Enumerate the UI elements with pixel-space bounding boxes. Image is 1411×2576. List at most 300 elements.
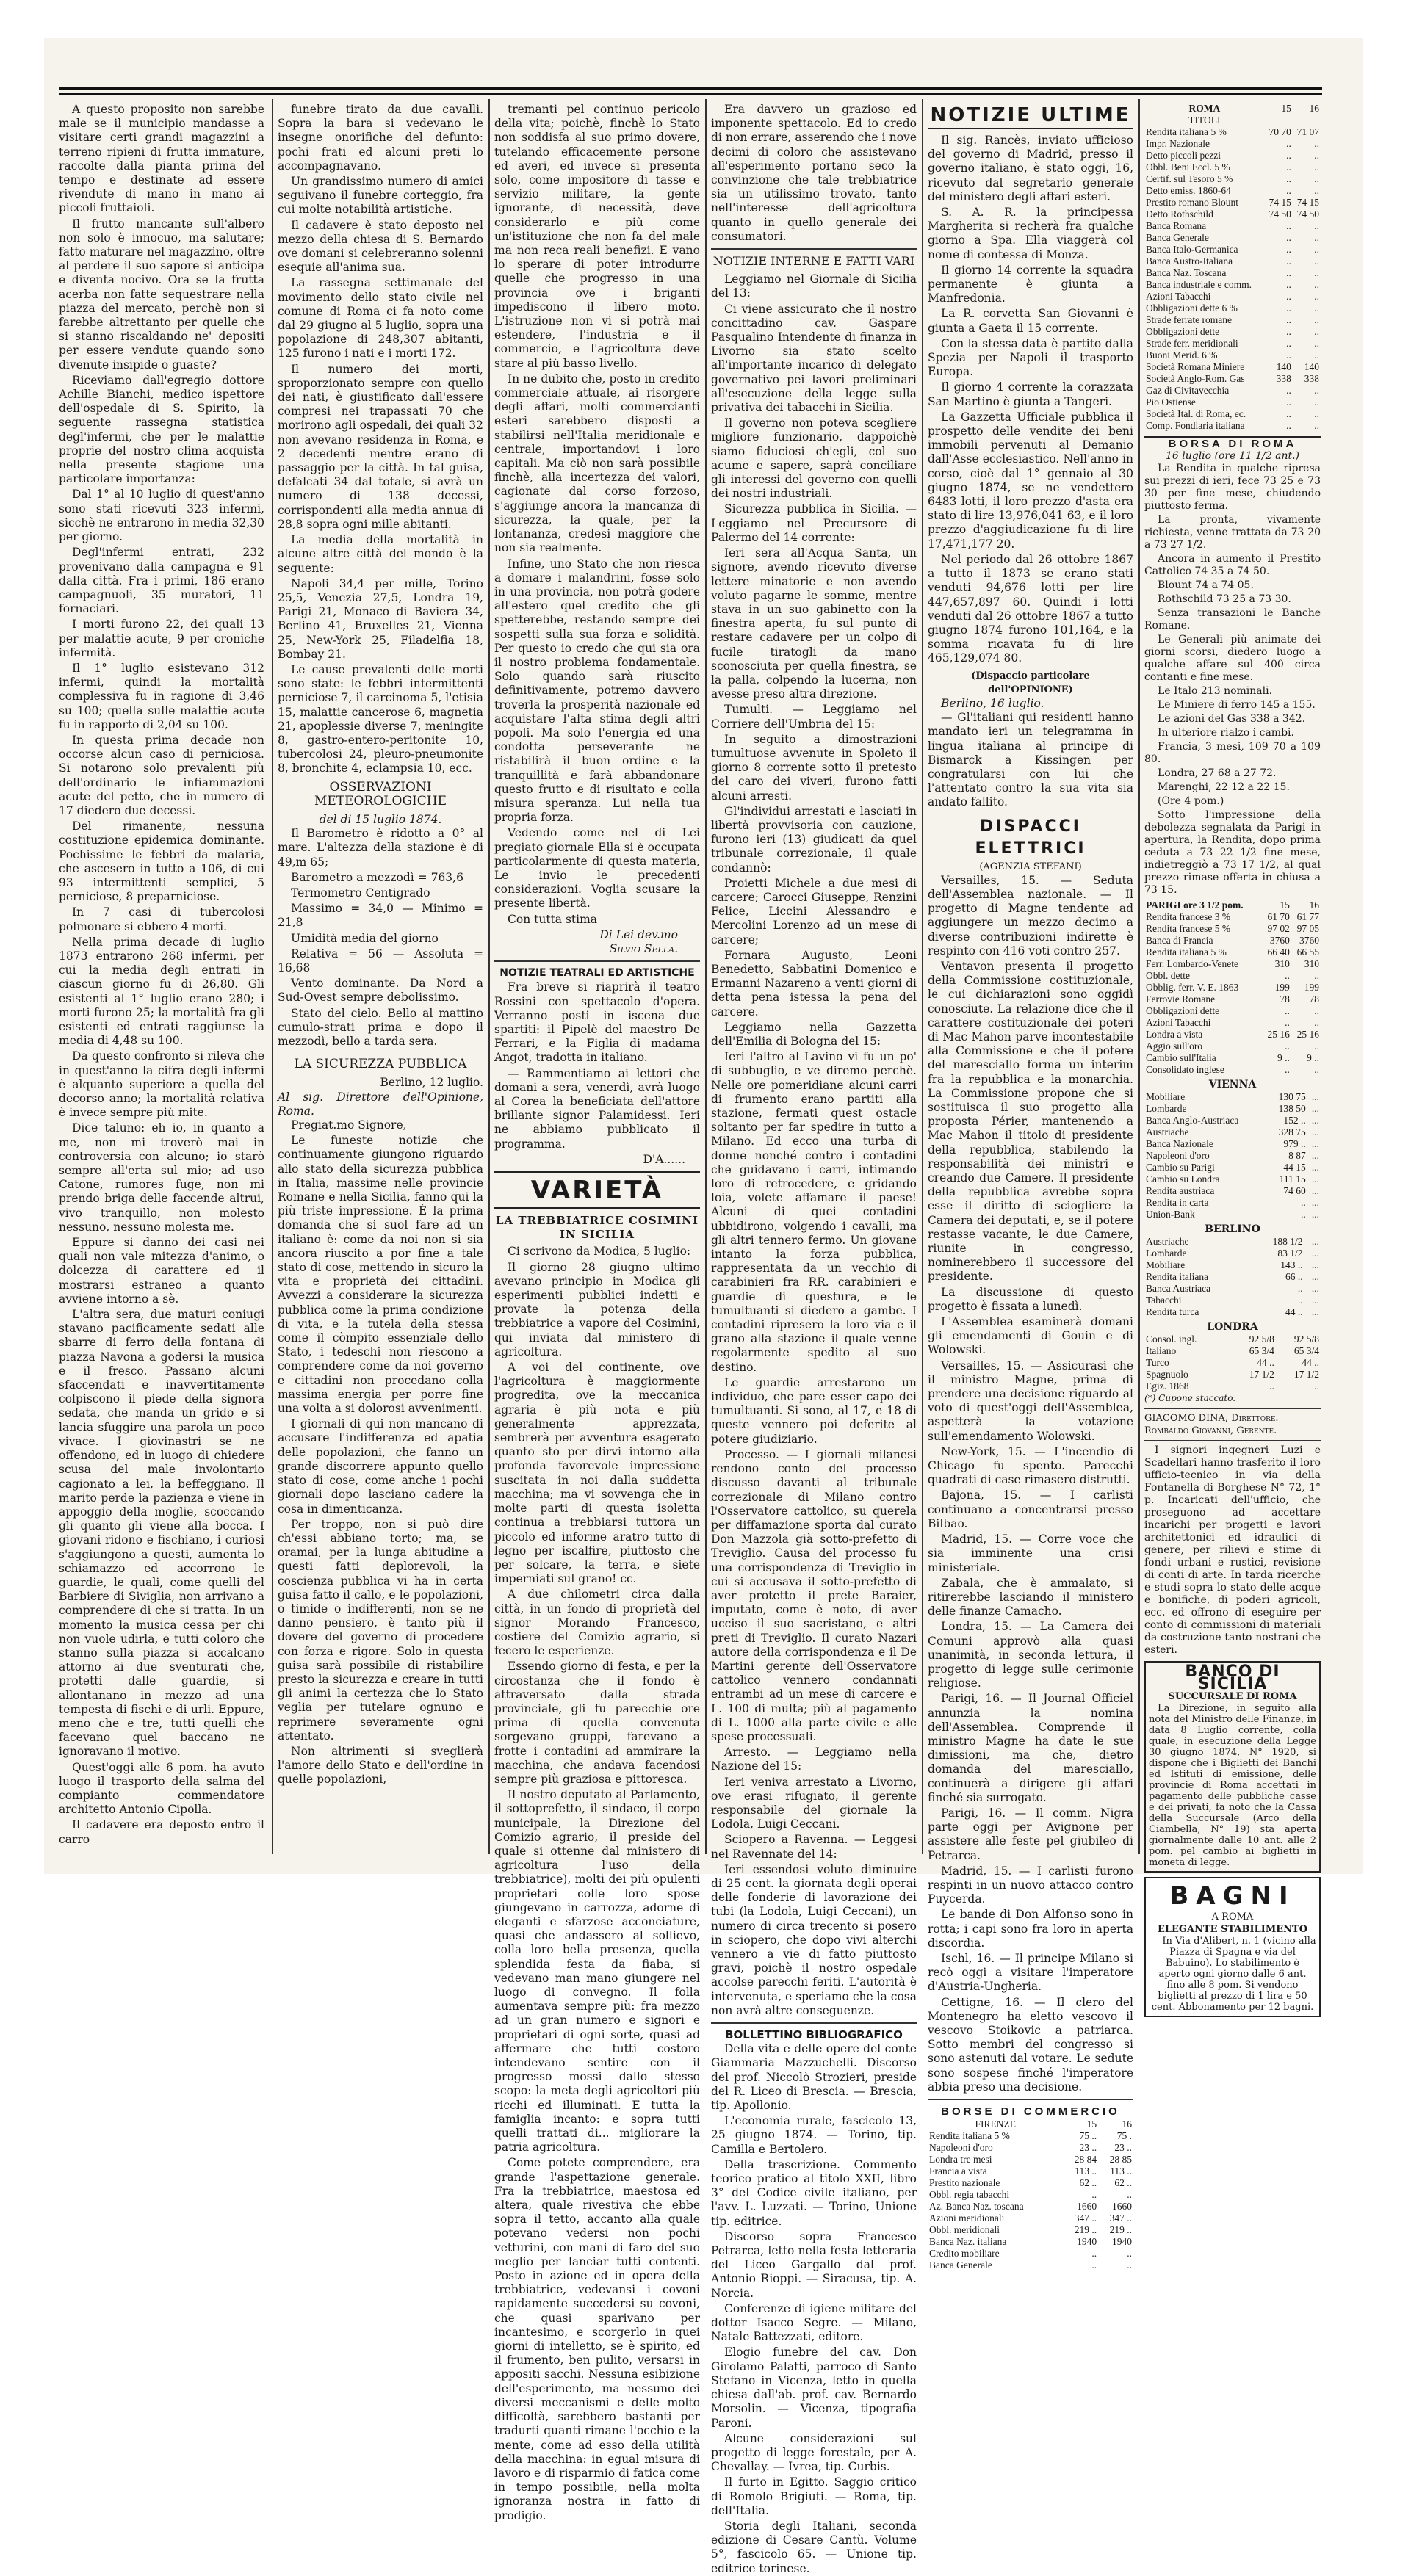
paragraph: Nella prima decade di luglio 1873 entrarono 268 infermi, per cui la media degli entrati in ciascun giorno fu di 26,80. Gli esistenti al 1° luglio erano 280; i morti furono 25; la mortalità fra gli esistenti ed entrati raggiunse la media di 4,48 su 100. bbox=[59, 935, 264, 1048]
quote-row bbox=[1144, 373, 1321, 385]
telegrams-title: DISPACCI ELETTRICI bbox=[975, 817, 1086, 858]
quote-name: Impr. Nazionale bbox=[1146, 138, 1210, 149]
paragraph: In ulteriore rialzo i cambi. bbox=[1158, 727, 1294, 739]
quote-name: Consol. ingl. bbox=[1146, 1334, 1197, 1345]
paragraph: Degl'infermi entrati, 232 provenivano dalla campagna e 91 dalla città. Fra i primi, 186 erano campagnuoli, 35 muratori, 11 fornaciari. bbox=[59, 546, 264, 616]
paragraph: Quest'oggi alle 6 pom. ha avuto luogo il trasporto della salma del compianto commendatore architetto Antonio Cipolla. bbox=[59, 1760, 264, 1817]
security-addressee: Al sig. Direttore dell'Opinione, Roma. bbox=[278, 1090, 483, 1118]
quote-value: ... bbox=[1311, 1103, 1319, 1114]
berlin-label: BERLINO bbox=[1205, 1223, 1260, 1235]
paragraph: Vedendo come nel di Lei pregiato giornale Ella si è occupata particolarmente di questa materia, Le invio le precedenti considerazioni. Voglia scusare la presente libertà. bbox=[494, 826, 700, 911]
quote-name: Obbl. dette bbox=[1146, 970, 1190, 981]
quote-row bbox=[1144, 947, 1321, 958]
paragraph: Del rimanente, nessuna costituzione epidemica dominante. Pochissime le febbri da malaria, che ascesero in tutto a 106, di cui 93 intermittenti semplici, 5 perniciose, 8 preparniciose. bbox=[59, 820, 264, 904]
quote-value: .. bbox=[1314, 244, 1319, 255]
quote-value: 3760 bbox=[1299, 935, 1319, 946]
quote-row bbox=[928, 2177, 1133, 2189]
paragraph: Un grandissimo numero di amici seguivano il funebre corteggio, fra cui molte notabilità artistiche. bbox=[278, 175, 483, 217]
quote-value: 44 15 bbox=[1283, 1162, 1306, 1173]
quote-value: 44 .. bbox=[1302, 1357, 1319, 1368]
varieta-title: VARIETÀ bbox=[494, 1171, 700, 1209]
quote-name: Lombarde bbox=[1146, 1103, 1187, 1114]
quote-value: .. bbox=[1286, 385, 1291, 396]
quote-row bbox=[928, 2142, 1133, 2154]
column-divider bbox=[272, 99, 273, 1854]
paragraph: Della vita e delle opere del conte Giammaria Mazzuchelli. Discorso del prof. Niccolò Strozieri, preside del R. Liceo di Brescia. — Brescia, tip. Apollonio. bbox=[711, 2042, 917, 2113]
quote-value: 113 .. bbox=[1110, 2166, 1132, 2177]
paragraph: Relativa = 56 — Assoluta = 16,68 bbox=[278, 947, 483, 974]
quote-name: Rendita italiana bbox=[1146, 1271, 1209, 1282]
quote-name: Spagnuolo bbox=[1146, 1369, 1188, 1380]
quote-value: 78 bbox=[1309, 994, 1319, 1005]
paragraph: Dal 1° al 10 luglio di quest'anno sono stati ricevuti 323 infermi, sicchè ne entrarono in media 32,30 per giorno. bbox=[59, 488, 264, 544]
security-title: LA SICUREZZA PUBBLICA bbox=[294, 1057, 467, 1072]
coupon-note: (*) Cupone staccato. bbox=[1144, 1393, 1236, 1403]
paragraph: I morti furono 22, dei quali 13 per malattie acute, 9 per croniche infermità. bbox=[59, 618, 264, 659]
trebbiatrice-title: LA TREBBIATRICE COSIMINI IN SICILIA bbox=[495, 1214, 699, 1242]
rome-exchange-date: 16 luglio (ore 11 1/2 ant.) bbox=[1165, 450, 1300, 462]
paragraph: Della trascrizione. Commento teorico pratico al titolo XXII, libro 3° del Codice civile italiano, per l'avv. L. Luzzati. — Torino, Unione tip. editrice. bbox=[711, 2157, 917, 2228]
quote-value: .. bbox=[1314, 397, 1319, 408]
paragraph: Discorso sopra Francesco Petrarca, letto nella festa letteraria del Liceo Gargallo dal prof. Antonio Rioppi. — Siracusa, tip. A. Norcia. bbox=[711, 2229, 917, 2300]
quote-value: 70 70 bbox=[1269, 126, 1291, 137]
quote-value: .. bbox=[1314, 350, 1319, 361]
quote-row bbox=[1144, 1271, 1321, 1283]
quote-row bbox=[1144, 220, 1321, 232]
paragraph: Marenghi, 22 12 a 22 15. bbox=[1158, 781, 1290, 793]
quote-value: 66 40 bbox=[1267, 947, 1290, 958]
paragraph: Essendo giorno di festa, e per la circostanza che il fondo è attraversato dalla strada provinciale, gli fu parecchie ore prima di quella convenuta sorgevano gruppi, farevano a frotte i contadini ad ammirare la macchina, che andava facendosi sempre più graziosa e pittoresca. bbox=[494, 1660, 700, 1786]
quote-row bbox=[1144, 279, 1321, 291]
quote-name: Rendita francese 3 % bbox=[1146, 911, 1231, 922]
paragraph: Il cadavere era deposto entro il carro bbox=[59, 1818, 264, 1846]
quote-name: Società Ital. di Roma, ec. bbox=[1146, 408, 1246, 419]
quote-name: Banca Italo-Germanica bbox=[1146, 244, 1238, 255]
quote-value: .. bbox=[1314, 408, 1319, 419]
quote-value: 9 .. bbox=[1277, 1052, 1290, 1063]
quote-value: .. bbox=[1091, 2248, 1097, 2260]
col1-text bbox=[59, 103, 264, 1847]
quote-row bbox=[1144, 420, 1321, 432]
quote-row bbox=[1144, 232, 1321, 244]
quote-value: .. bbox=[1286, 232, 1291, 243]
column-6 bbox=[1144, 103, 1321, 2013]
quote-value: 199 bbox=[1304, 982, 1319, 993]
quote-row bbox=[1144, 350, 1321, 361]
quote-row bbox=[1144, 267, 1321, 279]
quote-value: .. bbox=[1314, 303, 1319, 314]
quote-value: 219 .. bbox=[1074, 2224, 1097, 2236]
paragraph: Vento dominante. Da Nord a Sud-Ovest sempre debolissimo. bbox=[278, 977, 483, 1005]
paragraph: funebre tirato da due cavalli. Sopra la bara si vedevano le insegne onorifiche del defunto: pochi frati ed alcuni preti lo accompagnavano. bbox=[278, 103, 483, 173]
quote-name: Obbl. meridionali bbox=[929, 2224, 1000, 2236]
quote-name: Francia a vista bbox=[929, 2166, 987, 2177]
quote-row bbox=[1144, 138, 1321, 150]
section-rule bbox=[711, 2022, 917, 2024]
quote-name: Cambio sull'Italia bbox=[1146, 1052, 1216, 1063]
quote-value: .. bbox=[1314, 1381, 1319, 1392]
quote-row bbox=[1144, 1052, 1321, 1064]
quote-row bbox=[1144, 185, 1321, 197]
paragraph: Nel periodo dal 26 ottobre 1867 a tutto il 1873 se erano stati venduti 94,676 lotti per lire 447,657,897 60. Quindi i lotti venduti dal 26 ottobre 1867 a tutto giugno 1874 furono 101,164, e la somma ricavata fu di lire 465,129,074 80. bbox=[928, 552, 1133, 665]
quote-row bbox=[1144, 244, 1321, 256]
paragraph: Il giorno 28 giugno ultimo avevano principio in Modica gli esperimenti pubblici indetti e provate la potenza della trebbiatrice a vapore del Cosimini, qui inviata dal ministero di agricoltura. bbox=[494, 1260, 700, 1358]
quote-name: Comp. Fondiaria italiana bbox=[1146, 420, 1245, 431]
meteo-title: OSSERVAZIONI METEOROLOGICHE bbox=[314, 779, 447, 808]
quote-row bbox=[1144, 126, 1321, 138]
paragraph: La Rendita in qualche ripresa sui prezzi di ieri, fece 73 25 e 73 30 per fine mese, chiudendo piuttosto ferma. bbox=[1144, 463, 1321, 512]
column-5 bbox=[928, 103, 1133, 2271]
quote-value: ... bbox=[1311, 1283, 1319, 1294]
paris-label: PARIGI ore 3 1/2 pom. bbox=[1146, 900, 1244, 911]
quote-value: 17 1/2 bbox=[1249, 1369, 1274, 1380]
quote-value: .. bbox=[1297, 1283, 1303, 1294]
quote-name: Detto piccoli pezzi bbox=[1146, 150, 1221, 161]
quote-value: .. bbox=[1314, 173, 1319, 184]
florence-label: FIRENZE bbox=[975, 2119, 1016, 2130]
paragraph: La R. corvetta San Giovanni è giunta a Gaeta il 15 corrente. bbox=[928, 307, 1133, 335]
quote-value: .. bbox=[1285, 1005, 1290, 1016]
quote-row bbox=[1144, 982, 1321, 994]
quote-row bbox=[1144, 1283, 1321, 1295]
quote-row bbox=[1144, 1150, 1321, 1162]
quote-value: .. bbox=[1314, 326, 1319, 337]
quote-value: .. bbox=[1286, 408, 1291, 419]
security-text bbox=[278, 1118, 483, 1787]
quote-row bbox=[1144, 1197, 1321, 1209]
paragraph: I giornali di qui non mancano di accusare l'indifferenza ed apatia delle popolazioni, che fanno un grande discorrere appunto quello stato di cose, come anche i pochi giornali dopo lasciano cadere la cosa in dimenticanza. bbox=[278, 1417, 483, 1516]
quote-value: 17 1/2 bbox=[1293, 1369, 1319, 1380]
quote-name: Cambio su Londra bbox=[1146, 1173, 1220, 1184]
paragraph: Alcune considerazioni sul progetto di legge forestale, per A. Chevallay. — Ivrea, tip. Curbis. bbox=[711, 2431, 917, 2474]
quote-value: 25 16 bbox=[1267, 1029, 1290, 1040]
quote-value: ... bbox=[1311, 1126, 1319, 1137]
quote-value: 75 .. bbox=[1079, 2130, 1097, 2142]
quote-name: Banca Naz. Toscana bbox=[1146, 267, 1227, 278]
quote-value: ... bbox=[1311, 1138, 1319, 1149]
paragraph: Versailles, 15. — Assicurasi che il ministro Magne, prima di prendere una decisione riguardo al voto di quest'oggi dell'Assemblea, aspetterà la votazione sull'emendamento Wolowski. bbox=[928, 1358, 1133, 1443]
quote-name: Buoni Merid. 6 % bbox=[1146, 350, 1218, 361]
quote-row bbox=[1144, 162, 1321, 173]
quote-name: Gaz di Civitavecchia bbox=[1146, 385, 1230, 396]
quote-value: .. bbox=[1091, 2260, 1097, 2271]
paragraph: Il giorno 4 corrente la corazzata San Martino è giunta a Tangeri. bbox=[928, 380, 1133, 408]
quote-value: 199 bbox=[1274, 982, 1290, 993]
london-label: LONDRA bbox=[1207, 1321, 1258, 1333]
top-rule bbox=[59, 87, 1322, 90]
quote-row bbox=[1144, 923, 1321, 935]
paragraph: Le guardie arrestarono un individuo, che pare esser capo dei tumultuanti. Si sono, al 17, e 18 di queste vennero poi deferite al potere giudiziario. bbox=[711, 1375, 917, 1446]
paragraph: Fra breve si riaprirà il teatro Rossini con spettacolo d'opera. Verranno posti in iscena due spartiti: il Pipelè del maestro De Ferrari, e la Figlia di madama Angot, tradotta in italiano. bbox=[494, 980, 700, 1065]
paragraph: La rassegna settimanale del movimento dello stato civile nel comune di Roma ci fa noto come dal 29 giugno al 5 luglio, sopra una popolazione di 248,307 abitanti, 125 furono i nati e i morti 172. bbox=[278, 276, 483, 361]
column-date: 16 bbox=[1309, 900, 1319, 911]
paragraph: Parigi, 16. — Il comm. Nigra parte oggi per Avignone per assistere alle feste pel giubileo di Petrarca. bbox=[928, 1806, 1133, 1862]
quote-value: 188 1/2 bbox=[1272, 1236, 1303, 1247]
quote-name: Union-Bank bbox=[1146, 1209, 1195, 1220]
paragraph: Il cadavere è stato deposto nel mezzo della chiesa di S. Bernardo ove domani si celebreranno solenni esequie all'anima sua. bbox=[278, 218, 483, 275]
paragraph: Leggiamo nella Gazzetta dell'Emilia di Bologna del 15: bbox=[711, 1020, 917, 1048]
paragraph: La discussione di questo progetto è fissata a lunedì. bbox=[928, 1285, 1133, 1313]
berlin-quotes-table bbox=[1144, 1236, 1321, 1318]
dispatch-text: — Gl'italiani qui residenti hanno mandato ieri un telegramma in lingua italiana al principe di Bismarck a Kissingen per congratularsi con lui che l'attentato contro la sua vita sia andato fallito. bbox=[928, 711, 1133, 809]
london-quotes-table bbox=[1144, 1334, 1321, 1392]
paragraph: Ieri essendosi voluto diminuire di 25 cent. la giornata degli operai delle fonderie di lavorazione dei tubi (la Lodola, Luigi Ceccani), un numero di circa trecento si posero in sciopero, che dopo vivi alterchi vennero a vie di fatto piuttosto gravi, poichè il nostro ospedale accolse parecchi feriti. L'autorità è intervenuta, e speriamo che la cosa non avrà altre conseguenze. bbox=[711, 1862, 917, 2017]
paragraph: Londra, 27 68 a 27 72. bbox=[1158, 767, 1277, 779]
quote-value: 75 . bbox=[1116, 2130, 1132, 2142]
quote-value: .. bbox=[1300, 1197, 1306, 1208]
quote-row bbox=[928, 2213, 1133, 2224]
paragraph: — Rammentiamo ai lettori che domani a sera, venerdì, avrà luogo al Corea la beneficiata dell'attore brillante signor Palamidessi. Ieri ne abbiamo pubblicato il programma. bbox=[494, 1066, 700, 1151]
bibliography-title: BOLLETTINO BIBLIOGRAFICO bbox=[725, 2028, 903, 2042]
paragraph: New-York, 15. — L'incendio di Chicago fu spento. Parecchi quadrati di case rimasero distrutti. bbox=[928, 1444, 1133, 1487]
paragraph: A voi del continente, ove l'agricoltura è maggiormente progredita, ove la meccanica agraria è più nota e più generalmente apprezzata, sembrerà per avventura esagerato quanto sto per dirvi intorno alla profonda favorevole impressione suscitata in noi dalla suddetta macchina; ma vi sovvenga che in molte parti di questa isoletta continua a trebbiarsi tuttora un piccolo ed informe aratro tutto di legno per iscalfire, piuttosto che per solcare, la terra, e siete imperniati sul grano! cc. bbox=[494, 1361, 700, 1586]
paragraph: In seguito a dimostrazioni tumultuose avvenute in Spoleto il giorno 8 corrente sotto il pretesto del caro dei viveri, furono fatti alcuni arresti. bbox=[711, 732, 917, 803]
quote-value: .. bbox=[1314, 138, 1319, 149]
quote-value: .. bbox=[1314, 267, 1319, 278]
quote-value: 74 50 bbox=[1269, 209, 1291, 220]
quote-row bbox=[1144, 1381, 1321, 1392]
paragraph: Ieri sera all'Acqua Santa, un signore, avendo ricevuto diverse lettere minatorie e non avendo voluto pagarne le somme, mentre stava in un suo gabinetto con la finestra aperta, fu sul punto di restare cadavere per un colpo di fucile tiratogli da mano sconosciuta per quella finestra, se la palla, colpendo la lucerna, non avesse preso altra direzione. bbox=[711, 546, 917, 701]
quote-value: 74 50 bbox=[1296, 209, 1319, 220]
internal-news-text bbox=[711, 272, 917, 2018]
signature-line: Di Lei dev.mo bbox=[599, 927, 678, 941]
quote-name: Credito mobiliare bbox=[929, 2248, 1000, 2260]
quote-row bbox=[1144, 1369, 1321, 1381]
quote-value: ... bbox=[1311, 1162, 1319, 1173]
latest-news-title: NOTIZIE ULTIME bbox=[928, 103, 1133, 129]
quote-name: Banca industriale e comm. bbox=[1146, 279, 1252, 290]
quote-value: 25 16 bbox=[1296, 1029, 1319, 1040]
quote-value: 74 60 bbox=[1283, 1185, 1306, 1196]
quote-value: 130 75 bbox=[1278, 1091, 1306, 1102]
quote-name: Obblig. ferr. V. E. 1863 bbox=[1146, 982, 1239, 993]
paragraph: Il nostro deputato al Parlamento, il sottoprefetto, il sindaco, il corpo municipale, la Direzione del Comizio agrario, il preside del quale si ottenne dal ministero di agricoltura l'uso della trebbiatrice), molti dei più opulenti proprietari colle loro spose giungevano in carrozza, adorne di eleganti e sfarzose acconciature, quasi che andassero al sollievo, colla loro bella presenza, quella splendida festa da fiaba, si vedevano man mano giungere nel luogo di convegno. Il folla aumentava sempre più: fra mezzo ad un gran numero e signori e proprietari di ogni sorte, quasi ad affermare che tutti costoro intendevano sentire con il progresso mossi dallo stesso scopo: la meta degli agricoltori più ricchi ed illuminati. E tutta la famiglia incanto: e sopra tutti quelli trattati di... migliorare la patria agricoltura. bbox=[494, 1788, 700, 2154]
quote-name: Strade ferrate romane bbox=[1146, 314, 1232, 325]
quote-name: Ferrovie Romane bbox=[1146, 994, 1216, 1005]
paragraph: Il governo non poteva scegliere migliore funzionario, dappoichè siamo fiduciosi ch'egli, col suo acume e sapere, saprà conciliare gli interessi del governo con quelli dei nostri industriali. bbox=[711, 416, 917, 501]
column-divider bbox=[1138, 99, 1140, 1854]
paragraph: Bajona, 15. — I carlisti continuano a concentrarsi presso Bilbao. bbox=[928, 1488, 1133, 1530]
quote-name: Banca Romana bbox=[1146, 220, 1207, 231]
quote-value: .. bbox=[1286, 173, 1291, 184]
paragraph: Blount 74 a 74 05. bbox=[1158, 579, 1254, 591]
paragraph: In ne dubito che, posto in credito commerciale attuale, ai risorgere degli affari, molti commercianti esteri sarebbero disposti a stabilirsi nell'Italia meridionale e centrale, importandovi i loro capitali. Ma ciò non sarà possibile finchè, alla incertezza dei valori, cagionate dal corso forzoso, s'aggiunge ancora la mancanza di sicurezza, la quale, per la lontananza, credesi maggiore che non sia realmente. bbox=[494, 372, 700, 555]
paragraph: Arresto. — Leggiamo nella Nazione del 15: bbox=[711, 1745, 917, 1773]
quote-value: 140 bbox=[1304, 361, 1319, 372]
quote-value: 338 bbox=[1276, 373, 1291, 384]
quote-name: Rendita turca bbox=[1146, 1306, 1199, 1317]
quote-value: .. bbox=[1300, 1209, 1306, 1220]
quote-name: Banca Naz. italiana bbox=[929, 2236, 1007, 2248]
quote-name: Banca di Francia bbox=[1146, 935, 1213, 946]
quote-name: Rendita italiana 5 % bbox=[1146, 126, 1227, 137]
quote-value: .. bbox=[1314, 279, 1319, 290]
quote-row bbox=[1144, 1334, 1321, 1345]
quote-value: 347 .. bbox=[1109, 2213, 1132, 2224]
quote-value: 65 3/4 bbox=[1249, 1345, 1274, 1356]
paragraph: Processo. — I giornali milanesi rendono conto del processo discusso davanti al tribunale correzionale di Milano contro l'Osservatore cattolico, su querela per diffamazione sporta dal curato Don Mazzola già sotto-prefetto di Treviglio. Causa del processo fu una corrispondenza di Treviglio in cui si accusava il sotto-prefetto di aver protetto il prete Baraier, imputato, come è noto, di aver ucciso il suo sacristano, e altri preti di Treviglio. Il curato Nazari autore della corrispondenza e il De Martini gerente dell'Osservatore cattolico vennero condannati entrambi ad un mese di carcere e L. 100 di multa; più al pagamento di L. 1000 alla parte civile e alle spese processuali. bbox=[711, 1447, 917, 1743]
quote-value: .. bbox=[1314, 1005, 1319, 1016]
banco-sicilia-ad bbox=[1144, 1661, 1321, 1873]
paragraph: Il numero dei morti, sproporzionato sempre con quello dei nati, è giustificato dall'essere compresi nei trapassati 70 che morirono agli ospedali, dei quali 32 non avevano residenza in Roma, e 2 decedenti mentre erano di passaggio per la città. In tal guisa, defalcati 34 dal totale, si avrà un numero di 138 decessi, corrispondenti alla media annua di 28,8 sopra ogni mille abitanti. bbox=[278, 362, 483, 531]
paragraph: L'Assemblea esaminerà domani gli emendamenti di Gouin e di Wolowski. bbox=[928, 1315, 1133, 1357]
paragraph: S. A. R. la principessa Margherita si recherà fra qualche giorno a Spa. Ella viaggerà col nome di contessa di Monza. bbox=[928, 206, 1133, 261]
quote-row bbox=[1144, 970, 1321, 982]
paragraph: Fornara Augusto, Leoni Benedetto, Sabbatini Domenico e Ermanni Nazareno a venti giorni di detta pena istessa la pena del carcere. bbox=[711, 948, 917, 1019]
quote-row bbox=[928, 2248, 1133, 2260]
quote-row bbox=[928, 2130, 1133, 2142]
quote-value: .. bbox=[1286, 267, 1291, 278]
paragraph: Il 1° luglio esistevano 312 infermi, quindi la mortalità complessiva fu in ragione di 3,46 su 100; quella sulle malattie acute fu in rapporto di 2,04 su 100. bbox=[59, 661, 264, 731]
column-date: 15 bbox=[1280, 900, 1290, 911]
paragraph: Riceviamo dall'egregio dottore Achille Bianchi, medico ispettore dell'ospedale di S. Spirito, la seguente rassegna statistica degl'infermi, che per le malattie proprie del nostro clima acquista nella presente stagione una particolare importanza: bbox=[59, 373, 264, 486]
quote-value: .. bbox=[1286, 256, 1291, 267]
column-date: 15 bbox=[1086, 2119, 1097, 2130]
paragraph: Tumulti. — Leggiamo nel Corriere dell'Umbria del 15: bbox=[711, 703, 917, 731]
quote-value: 62 .. bbox=[1114, 2177, 1132, 2189]
paragraph: Umidità media del giorno bbox=[291, 931, 439, 945]
latest-news-text bbox=[928, 134, 1133, 666]
theatre-text bbox=[494, 980, 700, 1151]
quote-value: 78 bbox=[1280, 994, 1290, 1005]
quote-value: ... bbox=[1311, 1115, 1319, 1126]
quote-name: Banca Anglo-Austriaca bbox=[1146, 1115, 1239, 1126]
stock-exchange-title: BORSE DI COMMERCIO bbox=[941, 2105, 1120, 2119]
quote-name: Mobiliare bbox=[1146, 1259, 1186, 1270]
dispatch-date: Berlino, 16 luglio. bbox=[941, 696, 1044, 710]
quote-value: .. bbox=[1091, 2189, 1097, 2201]
quote-value: .. bbox=[1269, 1381, 1274, 1392]
quote-value: 138 50 bbox=[1278, 1103, 1306, 1114]
quote-value: .. bbox=[1286, 185, 1291, 196]
quote-row bbox=[1144, 326, 1321, 338]
quote-row bbox=[1144, 408, 1321, 420]
quote-name: Strade ferr. meridionali bbox=[1146, 338, 1238, 349]
trebbiatrice-text bbox=[494, 1245, 700, 2522]
quote-row bbox=[1144, 1259, 1321, 1271]
paragraph: Parigi, 16. — Il Journal Officiel annunzia la nomina dell'Assemblea. Comprende il ministro Magne ha date le sue dimissioni, ma che, dietro domanda del maresciallo, continuerà a dirigere gli affari finché sia surrogato. bbox=[928, 1692, 1133, 1804]
quote-value: ... bbox=[1311, 1248, 1319, 1259]
column-2 bbox=[278, 103, 483, 1854]
quote-name: Banca Austriaca bbox=[1146, 1283, 1211, 1294]
paragraph: tremanti pel continuo pericolo della vita; poichè, finchè lo Stato non soddisfa al suo primo dovere, tutelando efficacemente persone ed averi, ed invece si presenta solo, come impositore di tasse e servizio militare, la gente ignorante, di necessità, deve considerarlo e più come un'istituzione che non fa del male ma non reca reali benefizi. E vano lo sperare di poter introdurre quelle che progresso in una provincia ove i briganti impediscono il libero moto. L'istruzione non vi si potrà mai estendere, l'industria e il commercio, e l'agricoltura deve stare al più basso livello. bbox=[494, 103, 700, 370]
quote-value: 310 bbox=[1274, 958, 1290, 969]
paragraph: Proietti Michele a due mesi di carcere; Carocci Giuseppe, Renzini Felice, Liccini Alessandro e Mercolini Lorenzo ad un mese di carcere; bbox=[711, 876, 917, 947]
quote-value: .. bbox=[1286, 244, 1291, 255]
quote-value: .. bbox=[1127, 2189, 1132, 2201]
paragraph: L'altra sera, due maturi coniugi stavano pacificamente sedati alle sbarre di ferro della fontana di piazza Navona a godersi la musica e il fresco. Passano alcuni sfaccendati e inavvertitamente colpiscono il piede della signora sedata, che manda un grido e si lancia sfuggire una parola un poco vivace. I giovinastri se ne offendono, ed in luogo di chiedere scusa del male involontario cagionato a lei, la beffeggiano. Il marito perde la pazienza e viene in appoggio della moglie, scoccando gli quanto gli viene alla bocca. I giovani ridono e fischiano, i curiosi s'aggiungono a questi, aumenta lo schiamazzo ed accorrono le guardie, le quali, come quelli del Barbiere di Siviglia, non arrivano a comprendere di che si tratta. In un momento la musica cessa per chi non vuole udirla, e tutti coloro che stanno sulla piazza si accalcano attorno ai due sventurati che, protetti dalle guardie, si allontanano in mezzo ad una tempesta di fischi e di urli. Eppure, meno che e tre, tutti quelli che facevano quel baccano ne ignoravano il motivo. bbox=[59, 1308, 264, 1759]
section-rule bbox=[711, 248, 917, 250]
quote-row bbox=[1144, 291, 1321, 303]
quote-row bbox=[1144, 1357, 1321, 1369]
top-rule-thin bbox=[59, 93, 1322, 95]
quote-value: .. bbox=[1314, 1017, 1319, 1028]
quote-row bbox=[928, 2201, 1133, 2213]
quote-row bbox=[1144, 1173, 1321, 1185]
paragraph: Non altrimenti si sveglierà l'amore dello Stato e dell'ordine in quelle popolazioni, bbox=[278, 1744, 483, 1787]
quote-value: .. bbox=[1286, 420, 1291, 431]
quote-name: Londra a vista bbox=[1146, 1029, 1203, 1040]
quote-row bbox=[1144, 1091, 1321, 1103]
quote-value: 92 5/8 bbox=[1293, 1334, 1319, 1345]
quote-value: .. bbox=[1314, 150, 1319, 161]
column-divider bbox=[705, 99, 707, 1854]
rome-exchange-title: BORSA DI ROMA bbox=[1144, 436, 1321, 450]
column-divider bbox=[922, 99, 923, 1854]
paragraph: Le funeste notizie che continuamente giungono riguardo allo stato della sicurezza pubblica in Italia, massime nelle provincie Romane e nella Sicilia, fanno qui la più triste impressione. È la prima domanda che si suol fare ad un italiano è: come da noi non si sia ancora riuscito a por fine a tale stato di cose, mettendo in sicuro la vita e proprietà dei cittadini. Avvezzi a considerare la sicurezza pubblica come la prima condizione di vita, e la tutela della stessa come il còmpito essenziale dello Stato, i tedeschi non riescono a comprendere come da noi governo e cittadini non procedano colla massima energia per porre fine una volta a si dolorosi avvenimenti. bbox=[278, 1134, 483, 1416]
quote-value: 71 07 bbox=[1296, 126, 1319, 137]
quote-name: Azioni Tabacchi bbox=[1146, 1017, 1211, 1028]
bibliography-text bbox=[711, 2042, 917, 2576]
paragraph: Conferenze di igiene militare del dottor Isacco Segre. — Milano, Natale Battezzati, editore. bbox=[711, 2301, 917, 2344]
paragraph: Stato del cielo. Bello al mattino cumulo-strati prima e dopo il mezzodì, bello a tarda sera. bbox=[278, 1006, 483, 1048]
paragraph: (Ore 4 pom.) bbox=[1158, 795, 1224, 807]
paragraph: Gl'individui arrestati e lasciati in libertà provvisoria con cauzione, furono ieri (13) giudicati da quel tribunale correzionale, il quale condannò: bbox=[711, 804, 917, 875]
quote-name: Detto Rothschild bbox=[1146, 209, 1213, 220]
paragraph: Infine, uno Stato che non riesca a domare i malandrini, fosse solo in una provincia, non potrà godere all'estero quel credito che gli spetterebbe, restando sempre dei sospetti sulla sua forza e solidità. Per questo io credo che qui sia ora il nostro problema fondamentale. Solo quando sarà riuscito definitivamente, potremo davvero troverla la prosperità nazionale ed acquistare l'alta stima degli altri popoli. Ma solo l'energia ed una condotta perseverante ne ristabilirà il buon ordine e la tranquillità e farà abbandonare questo frutto e di risultato e colla misura speranza. Lui nella tua propria forza. bbox=[494, 557, 700, 825]
quote-value: 66 .. bbox=[1285, 1271, 1303, 1282]
quote-value: .. bbox=[1286, 397, 1291, 408]
quote-value: .. bbox=[1285, 1041, 1290, 1052]
section-rule bbox=[1144, 1440, 1321, 1441]
col2-text bbox=[278, 103, 483, 776]
paragraph: Il Barometro è ridotto a 0° al mare. L'altezza della stazione è di 49,m 65; bbox=[278, 827, 483, 869]
quote-name: Az. Banca Naz. toscana bbox=[929, 2201, 1024, 2213]
quote-value: 113 .. bbox=[1075, 2166, 1097, 2177]
quote-value: ... bbox=[1311, 1091, 1319, 1102]
manager-line: Rombaldo Giovanni, Gerente. bbox=[1144, 1425, 1277, 1436]
quote-name: Prestito romano Blount bbox=[1146, 197, 1238, 208]
paragraph: L'economia rurale, fascicolo 13, 25 giugno 1874. — Torino, tip. Camilla e Bertolero. bbox=[711, 2114, 917, 2156]
quote-value: .. bbox=[1286, 291, 1291, 302]
paragraph: Le Italo 213 nominali. bbox=[1158, 685, 1273, 697]
col3-text bbox=[494, 103, 700, 927]
quote-row bbox=[1144, 209, 1321, 220]
section-rule bbox=[1144, 1408, 1321, 1409]
paragraph: Madrid, 15. — I carlisti furono respinti in un nuovo attacco contro Puycerda. bbox=[928, 1864, 1133, 1906]
quote-row bbox=[1144, 1029, 1321, 1041]
quote-value: .. bbox=[1297, 1295, 1303, 1306]
quote-row bbox=[1144, 1162, 1321, 1173]
bagni-ad bbox=[1144, 1877, 1321, 2017]
quote-name: Lombarde bbox=[1146, 1248, 1187, 1259]
paragraph: Ancora in aumento il Prestito Cattolico 74 35 a 74 50. bbox=[1144, 553, 1321, 577]
quote-value: 83 1/2 bbox=[1277, 1248, 1303, 1259]
quote-value: 219 .. bbox=[1109, 2224, 1132, 2236]
paragraph: Con la stessa data è partito dalla Spezia per Napoli il trasporto Europa. bbox=[928, 336, 1133, 379]
quote-value: 111 15 bbox=[1279, 1173, 1306, 1184]
telegrams-text bbox=[928, 874, 1133, 2094]
quote-value: .. bbox=[1285, 1017, 1290, 1028]
quote-row bbox=[1144, 256, 1321, 267]
paragraph: Il giorno 14 corrente la squadra permanente è giunta a Manfredonia. bbox=[928, 263, 1133, 305]
paragraph: Per troppo, non si può dire ch'essi abbiano torto; ma, se oramai, per la lunga abitudine a questi fatti deplorevoli, la coscienza pubblica vi ha in certa guisa fatto il callo, e le popolazioni, o timide o indifferenti, non se ne danno pensiero, è tanto più il dovere del governo di procedere con forza e rigore. Solo in questa guisa sarà possibile di ristabilire presto la sicurezza e creare in tutti gli animi la certezza che lo Stato veglia per tutelare ognuno e reprimere severamente ogni attentato. bbox=[278, 1517, 483, 1743]
paragraph: Elogio funebre del cav. Don Girolamo Palatti, parroco di Santo Stefano in Vicenza, letto in quella chiesa dall'ab. prof. cav. Bernardo Morsolin. — Vicenza, tipografia Paroni. bbox=[711, 2345, 917, 2430]
quote-row bbox=[1144, 1005, 1321, 1017]
paris-quotes-table bbox=[1144, 900, 1321, 1076]
paragraph: Sotto l'impressione della debolezza segnalata da Parigi in apertura, la Rendita, dopo prima ceduta a 73 22 1/2 fine mese, indietreggiò a 73 17 1/2, al qual prezzo rimase offerta in chiusa a 73 15. bbox=[1144, 809, 1321, 896]
paragraph: In 7 casi di tubercolosi polmonare si ebbero 4 morti. bbox=[59, 905, 264, 933]
paragraph: Era davvero un grazioso ed imponente spettacolo. Ed io credo di non errare, asserendo che i nove decimi di coloro che assistevano all'esperimento portano seco la convinzione che tale trebbiatrice sia un utilissimo trovato, tanto nell'interesse dell'agricoltura quanto in quello generale dei consumatori. bbox=[711, 103, 917, 243]
quote-value: 92 5/8 bbox=[1249, 1334, 1274, 1345]
vienna-label: VIENNA bbox=[1208, 1079, 1257, 1090]
quote-name: Austriache bbox=[1146, 1236, 1189, 1247]
paragraph: Cettigne, 16. — Il clero del Montenegro ha eletto vescovo il vescovo Stoikovic a patriarca. Sotto membri del congresso si sono astenuti dal votare. Le sedute sono sospese finché l'imperatore abbia preso una decisione. bbox=[928, 1995, 1133, 2094]
quote-name: Londra tre mesi bbox=[929, 2154, 992, 2166]
quote-value: .. bbox=[1314, 162, 1319, 173]
bagni-text: In Via d'Alibert, n. 1 (vicino alla Piazza di Spagna e via del Babuino). Lo stabilimento è aperto ogni giorno dalle 6 ant. fino alle 8 pom. Si vendono biglietti al prezzo di 1 lira e 50 cent. Abbonamento per 12 bagni. bbox=[1151, 1936, 1316, 2013]
quote-name: Consolidato inglese bbox=[1146, 1064, 1224, 1075]
